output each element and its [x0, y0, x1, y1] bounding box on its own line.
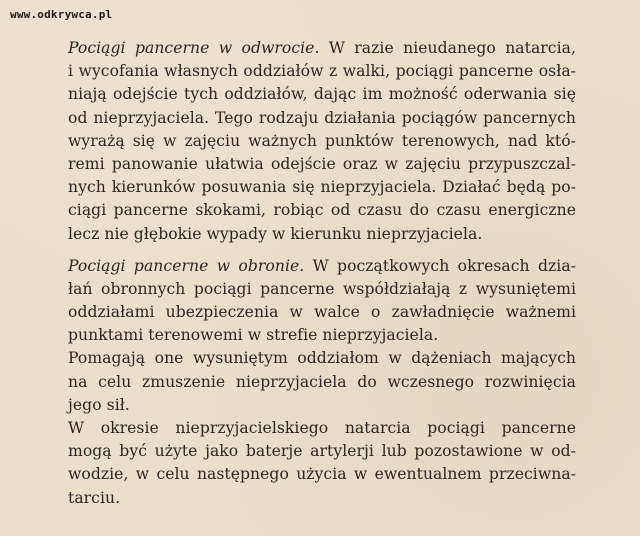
paragraph-line: na celu zmuszenie nieprzyjaciela do wczesnego rozwinięcia	[68, 372, 576, 391]
section-heading: Pociągi pancerne w obronie.	[68, 256, 305, 275]
paragraph-line: W okresie nieprzyjacielskiego natarcia pociągi pancerne	[68, 419, 576, 437]
paragraph-line: Pomagają one wysuniętym oddziałom w dążeniach mających	[68, 349, 576, 368]
paragraph-line: tarciu.	[68, 488, 121, 507]
paragraph-line: jego sił.	[68, 395, 130, 414]
paragraph-line	[68, 37, 576, 60]
paragraph-gap	[68, 246, 576, 255]
paragraph-line: punktami terenowemi w strefie nieprzyjaciela.	[68, 326, 439, 345]
paragraph-line: niają odejście tych oddziałów, dając im możność oderwania się	[68, 85, 576, 104]
paragraph-line: wodzie, w celu następnego użycia w ewentualnem przeciwna-	[68, 465, 576, 484]
paragraph-line: od nieprzyjaciela. Tego rodzaju działania pociągów pancernych	[68, 108, 576, 127]
paragraph-support	[68, 347, 576, 417]
paragraph-retreat	[68, 37, 576, 246]
paragraph-line: oddziałami ubezpieczenia w walce o zawładnięcie ważnemi	[68, 303, 576, 322]
section-heading: Pociągi pancerne w odwrocie.	[68, 39, 320, 57]
paragraph-defense	[68, 255, 576, 348]
paragraph-line: nych kierunków posuwania się nieprzyjaciela. Działać będą po-	[68, 178, 576, 197]
paragraph-line: łań obronnych pociągi pancerne współdziałają z wysuniętemi	[68, 279, 576, 298]
paragraph-line: mogą być użyte jako baterje artylerji lub pozostawione w od-	[68, 442, 576, 461]
document-content	[68, 37, 576, 510]
text-run: W razie nieudanego natarcia,	[319, 39, 576, 57]
paragraph-line: ciągi pancerne skokami, robiąc od czasu do czasu energiczne	[68, 201, 576, 220]
paragraph-line: remi panowanie ułatwia odejście oraz w zajęciu przypuszczal-	[68, 154, 576, 173]
paragraph-line: lecz nie głębokie wypady w kierunku nieprzyjaciela.	[68, 224, 483, 243]
paragraph-line	[68, 255, 576, 278]
paragraph-enemy-attack	[68, 417, 576, 510]
text-run: W początkowych okresach dzia-	[304, 256, 576, 275]
watermark: www.odkrywca.pl	[10, 8, 113, 21]
paragraph-line: wyrażą się w zajęciu ważnych punktów terenowych, nad któ-	[68, 131, 576, 150]
paragraph-line: i wycofania własnych oddziałów z walki, pociągi pancerne osła-	[68, 62, 576, 81]
